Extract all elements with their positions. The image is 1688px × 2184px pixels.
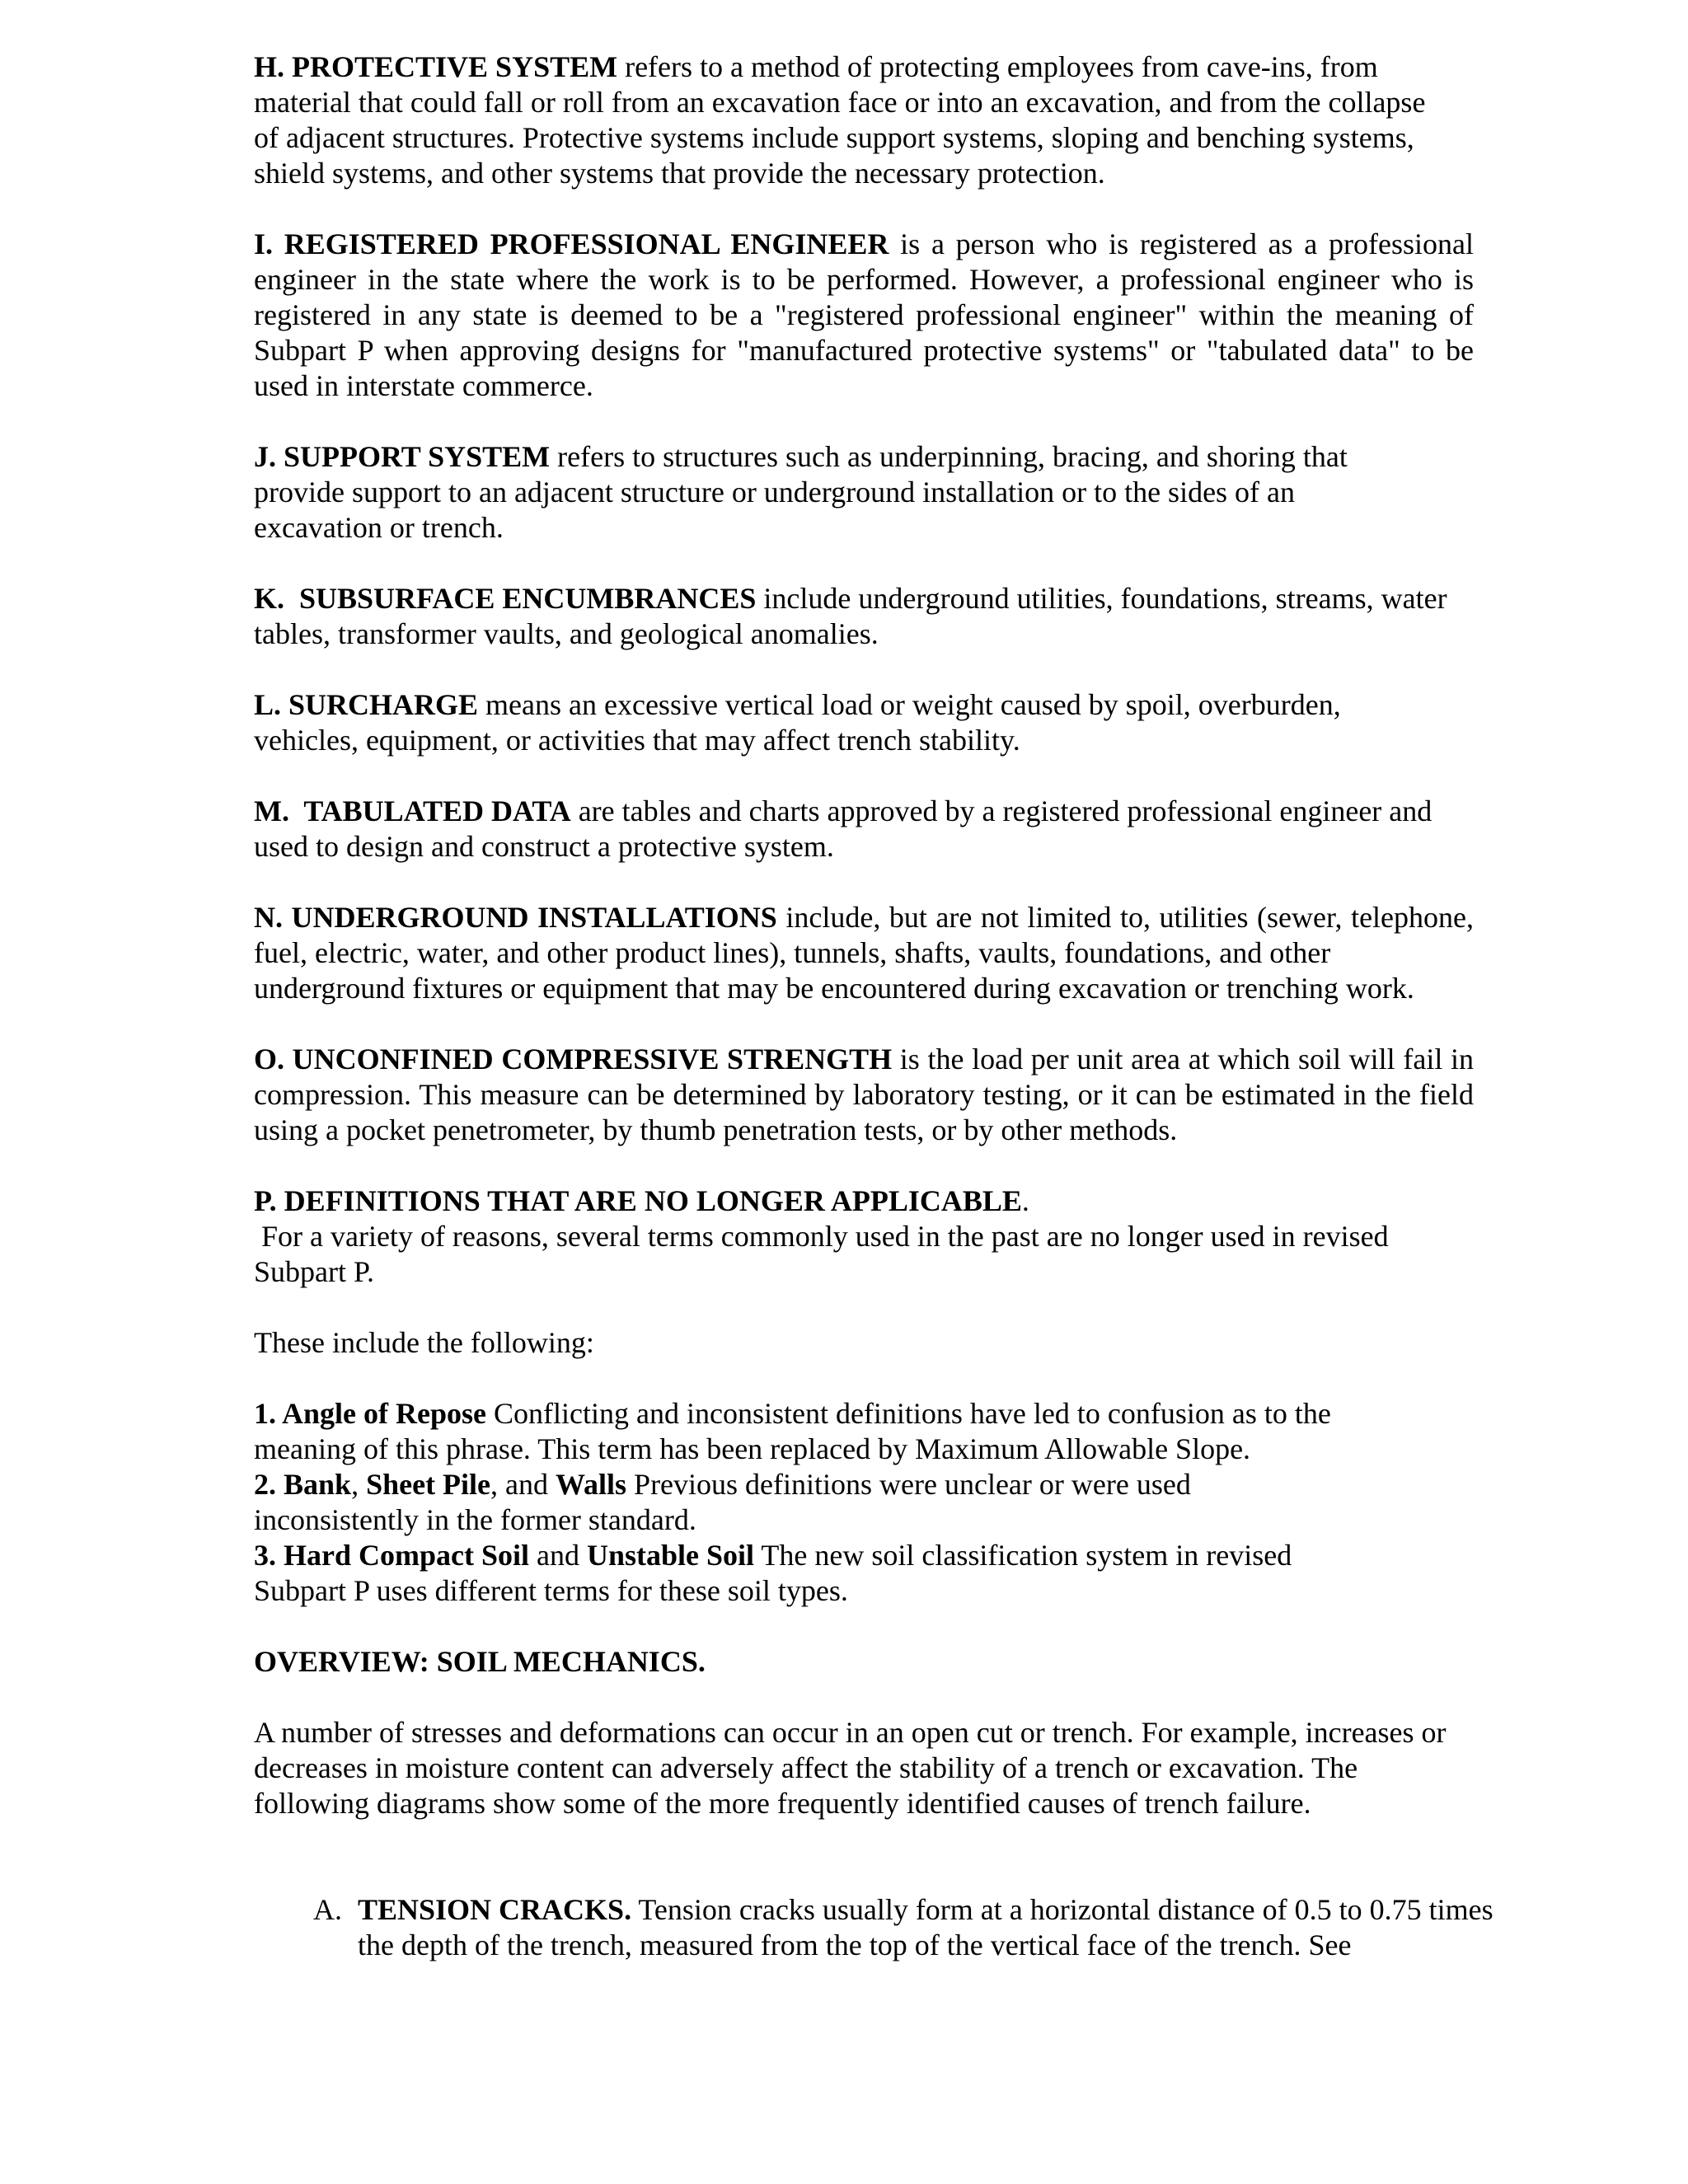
definition-continuation (254, 971, 1424, 1006)
section-intro (254, 1219, 1457, 1290)
definition-term: O. UNCONFINED COMPRESSIVE STRENGTH (254, 1043, 893, 1076)
list-item-term: Angle of Repose (282, 1397, 486, 1430)
overview-heading (254, 1644, 1474, 1680)
tension-cracks-paragraph (358, 1892, 1512, 1963)
definition-term: H. PROTECTIVE SYSTEM (254, 50, 618, 83)
list-item-separator: , and (490, 1468, 556, 1501)
list-item-term: Sheet Pile (366, 1468, 491, 1501)
definition-surcharge (254, 687, 1441, 758)
tension-cracks-item (254, 1892, 1493, 1963)
list-item-text: The new soil classification system in revised Subpart P uses different terms for these soil types. (254, 1539, 1292, 1607)
section-p-no-longer-applicable (254, 1183, 1474, 1290)
definition-term: K. SUBSURFACE ENCUMBRANCES (254, 582, 757, 615)
list-item-separator: , (351, 1468, 367, 1501)
list-item-number: 1. (254, 1397, 276, 1430)
definition-text: include underground utilities, foundations, streams, water tables, transformer vaults, and geological anomalies. (254, 582, 1447, 650)
list-item-number: 2. (254, 1468, 276, 1501)
overview-heading-text: OVERVIEW: SOIL MECHANICS. (254, 1645, 706, 1678)
section-intro-text: For a variety of reasons, several terms commonly used in the past are no longer used in revised Subpart P. (254, 1220, 1396, 1288)
page-content (254, 49, 1493, 1963)
includes-line: These include the following: (254, 1326, 594, 1359)
list-item-text: Previous definitions were unclear or were used inconsistently in the former standard. (254, 1468, 1191, 1536)
definition-subsurface-encumbrances (254, 581, 1457, 652)
section-heading-period: . (1021, 1184, 1029, 1217)
definition-text: means an excessive vertical load or weight caused by spoil, overburden, vehicles, equipment, or activities that may affect trench stability. (254, 688, 1341, 757)
list-item-term: Hard Compact Soil (284, 1539, 530, 1572)
definition-paragraph (254, 900, 1474, 971)
definition-text: refers to structures such as underpinning, bracing, and shoring that provide support to an adjacent structure or underground installation or to the sides of an excavation or trench. (254, 440, 1348, 544)
definition-term: J. SUPPORT SYSTEM (254, 440, 551, 473)
tension-cracks-text: Tension cracks usually form at a horizontal distance of 0.5 to 0.75 times the depth of the trench, measured from the top of the vertical face of the trench. See (358, 1893, 1493, 1961)
definition-support-system (254, 439, 1424, 546)
list-item-separator: and (529, 1539, 587, 1572)
definition-text: is the load per unit area at which soil will fail in compression. This measure can be determined by laboratory testing, or it can be estimated in the field using a pocket penetrometer, by thumb penetration tests, or by other methods. (254, 1043, 1474, 1146)
list-item (254, 1467, 1325, 1538)
definition-text: include, but are not limited to, utilities (sewer, telephone, fuel, electric, water, and other product lines), tunnels, shafts, vaults, foundations, and other (254, 901, 1475, 969)
overview-paragraph (254, 1715, 1474, 1821)
list-item-term: Bank (284, 1468, 352, 1501)
list-item-term: Walls (556, 1468, 627, 1501)
definition-tabulated-data (254, 794, 1474, 865)
list-item-term: Unstable Soil (587, 1539, 755, 1572)
overview-line: A number of stresses and deformations can occur in an open cut or trench. For example, increases or (254, 1716, 1447, 1749)
definition-registered-professional-engineer (254, 227, 1474, 404)
definition-term: L. SURCHARGE (254, 688, 479, 721)
definition-term: M. TABULATED DATA (254, 794, 571, 827)
overview-line: decreases in moisture content can adversely affect the stability of a trench or excavation. The following diagrams show some of the more frequently identified causes of trench failure. (254, 1751, 1358, 1820)
list-item (254, 1538, 1358, 1609)
definition-text: underground fixtures or equipment that may be encountered during excavation or trenching work. (254, 972, 1414, 1005)
tension-cracks-term: TENSION CRACKS. (358, 1893, 632, 1926)
list-item (254, 1396, 1424, 1467)
definition-term: I. REGISTERED PROFESSIONAL ENGINEER (254, 227, 889, 260)
definition-protective-system (254, 49, 1457, 191)
definition-text: refers to a method of protecting employees from cave-ins, from material that could fall or roll from an excavation face or into an excavation, and from the collapse of adjacent structures. Protective systems include support systems, sloping and benching systems, shield systems, and other systems that provide the necessary protection. (254, 50, 1426, 190)
definition-underground-installations (254, 900, 1474, 1006)
obsolete-terms-list (254, 1396, 1474, 1609)
item-marker: A. (313, 1893, 342, 1926)
definition-unconfined-compressive-strength (254, 1042, 1474, 1148)
definition-text: are tables and charts approved by a registered professional engineer and used to design and construct a protective system. (254, 794, 1432, 863)
list-item-text: Conflicting and inconsistent definitions have led to confusion as to the meaning of this phrase. This term has been replaced by Maximum Allowable Slope. (254, 1397, 1331, 1465)
definition-text: is a person who is registered as a professional engineer in the state where the work is to be performed. However, a professional engineer who is registered in any state is deemed to be a "registered professional engineer" within the meaning of Subpart P when approving designs for "manufactured protective systems" or "tabulated data" to be used in interstate commerce. (254, 227, 1474, 402)
list-item-number: 3. (254, 1539, 276, 1572)
definition-term: N. UNDERGROUND INSTALLATIONS (254, 901, 777, 934)
section-heading (254, 1183, 1474, 1219)
section-heading-text: P. DEFINITIONS THAT ARE NO LONGER APPLICABLE (254, 1184, 1022, 1217)
